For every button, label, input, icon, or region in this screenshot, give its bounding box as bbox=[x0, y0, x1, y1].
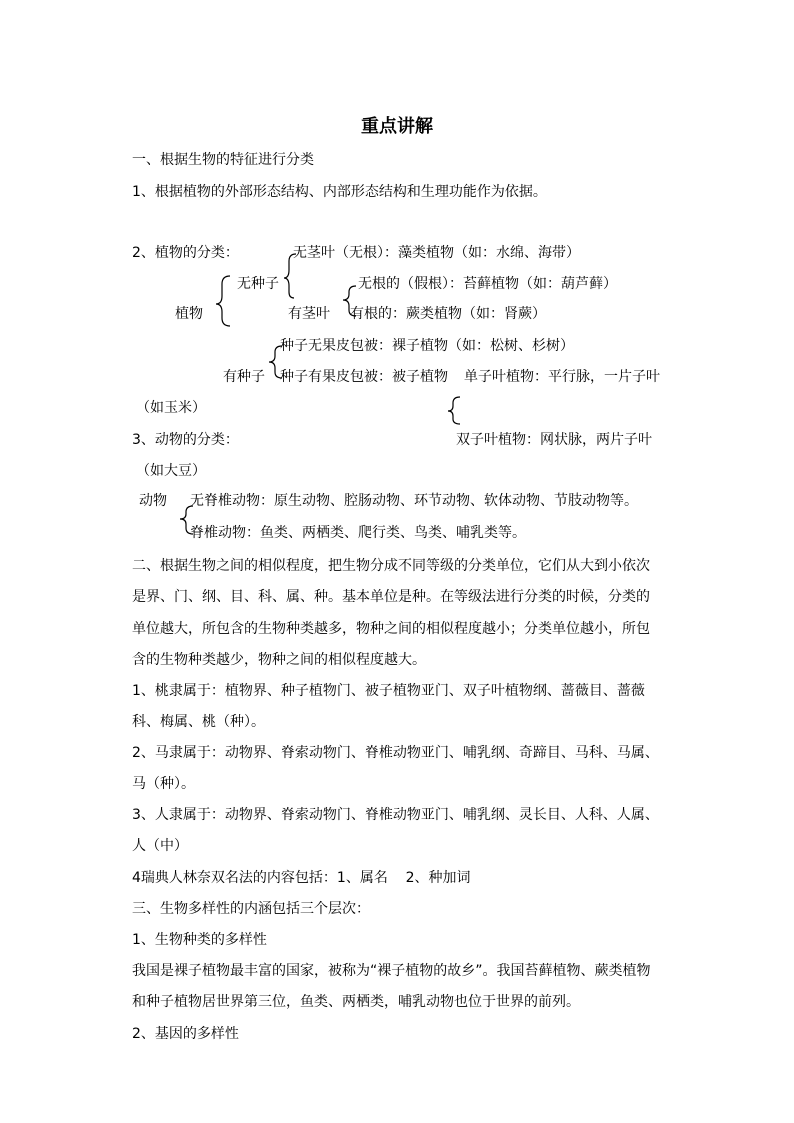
brace-no-seed bbox=[284, 254, 296, 298]
section-2-line: 1、桃隶属于：植物界、种子植物门、被子植物亚门、双子叶植物纲、蔷薇目、蔷薇 bbox=[132, 683, 645, 699]
node-vertebrate: 脊椎动物：鱼类、两栖类、爬行类、鸟类、哺乳类等。 bbox=[190, 525, 526, 541]
node-true-root: 有根的：蕨类植物（如：肾蕨） bbox=[350, 306, 546, 322]
section-3-heading: 三、生物多样性的内涵包括三个层次： bbox=[132, 901, 370, 917]
brace-animal bbox=[180, 506, 193, 534]
node-invertebrate: 无脊椎动物：原生动物、腔肠动物、环节动物、软体动物、节肢动物等。 bbox=[190, 493, 638, 509]
section-2-line: 马（种）。 bbox=[132, 776, 195, 792]
section-2-line: 2、马隶属于：动物界、脊索动物门、脊椎动物亚门、哺乳纲、奇蹄目、马科、马属、 bbox=[132, 745, 659, 761]
section-2-line: 人（中） bbox=[132, 838, 188, 854]
node-angiosperm: 种子有果皮包被：被子植物 bbox=[280, 369, 448, 385]
node-dicot-example: （如大豆） bbox=[136, 463, 206, 479]
section-2-line: 3、人隶属于：动物界、脊索动物门、脊椎动物亚门、哺乳纲、灵长目、人科、人属、 bbox=[132, 807, 659, 823]
node-animal-root: 动物 bbox=[139, 493, 167, 509]
node-dicot: 双子叶植物：网状脉，两片子叶 bbox=[456, 432, 652, 448]
brace-has-seed bbox=[269, 346, 282, 378]
brace-plant bbox=[216, 276, 230, 326]
section-2-line: 科、梅属、桃（种）。 bbox=[132, 714, 265, 730]
node-no-seed: 无种子 bbox=[237, 276, 279, 292]
animal-classification-label: 3、动物的分类： bbox=[132, 432, 239, 448]
brace-angiosperm bbox=[448, 397, 460, 424]
node-no-stem-leaf: 无茎叶（无根）：藻类植物（如：水绵、海带） bbox=[293, 245, 580, 261]
node-monocot: 单子叶植物：平行脉，一片子叶 bbox=[464, 369, 660, 385]
section-2-line: 4瑞典人林奈双名法的内容包括：1、属名 2、种加词 bbox=[132, 870, 471, 886]
node-has-seed: 有种子 bbox=[223, 369, 265, 385]
node-gymnosperm: 种子无果皮包被：裸子植物（如：松树、杉树） bbox=[280, 338, 574, 354]
section-1-heading: 一、根据生物的特征进行分类 bbox=[132, 152, 314, 168]
section-2-line: 含的生物种类越少，物种之间的相似程度越大。 bbox=[132, 652, 426, 668]
section-2-line: 是界、门、纲、目、科、属、种。基本单位是种。在等级法进行分类的时候，分类的 bbox=[132, 589, 650, 605]
plant-classification-label: 2、植物的分类： bbox=[132, 245, 239, 261]
paragraph-plant-basis: 1、根据植物的外部形态结构、内部形态结构和生理功能作为依据。 bbox=[132, 184, 547, 200]
node-plant-root: 植物 bbox=[175, 306, 203, 322]
section-3-line: 和种子植物居世界第三位，鱼类、两栖类，哺乳动物也位于世界的前列。 bbox=[132, 994, 580, 1010]
section-3-line: 2、基因的多样性 bbox=[132, 1026, 239, 1042]
section-2-line: 单位越大，所包含的生物种类越多，物种之间的相似程度越小；分类单位越小，所包 bbox=[132, 621, 650, 637]
node-monocot-example: （如玉米） bbox=[136, 400, 206, 416]
node-has-stem-leaf: 有茎叶 bbox=[288, 306, 330, 322]
node-false-root: 无根的（假根）：苔藓植物（如：葫芦藓） bbox=[358, 276, 617, 292]
brace-stem-leaf bbox=[343, 286, 356, 316]
page-title: 重点讲解 bbox=[361, 116, 433, 137]
section-3-line: 1、生物种类的多样性 bbox=[132, 932, 267, 948]
section-3-line: 我国是裸子植物最丰富的国家，被称为“裸子植物的故乡”。我国苔藓植物、蕨类植物 bbox=[132, 963, 651, 979]
section-2-line: 二、根据生物之间的相似程度，把生物分成不同等级的分类单位，它们从大到小依次 bbox=[132, 558, 650, 574]
